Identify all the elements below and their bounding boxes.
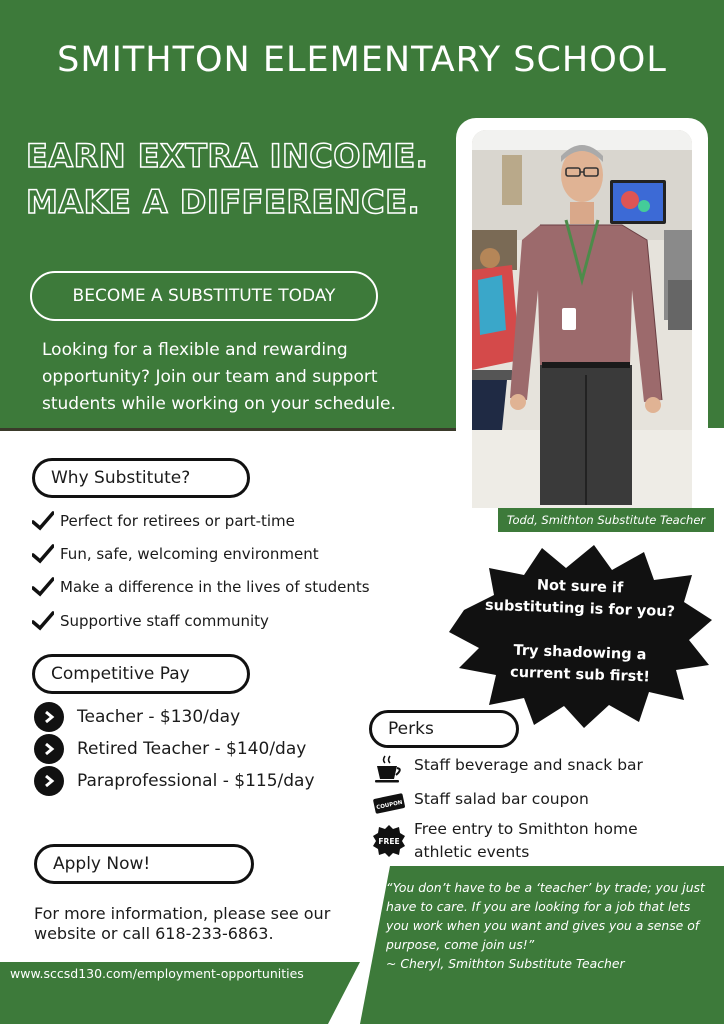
- why-substitute-heading: Why Substitute?: [32, 458, 250, 498]
- checkmark-icon: [32, 611, 54, 631]
- chevron-right-icon: [34, 702, 64, 732]
- list-item: Make a difference in the lives of students: [32, 577, 370, 597]
- checkmark-icon: [32, 544, 54, 564]
- pay-item: Retired Teacher - $140/day: [34, 734, 306, 764]
- apply-now-button[interactable]: Apply Now!: [34, 844, 254, 884]
- testimonial-quote: “You don’t have to be a ‘teacher’ by trade; you just have to care. If you are looking for a job that lets you work when you want and gives you a sense of purpose, come join us!”: [386, 880, 705, 952]
- perk-item: COUPON Staff salad bar coupon: [372, 786, 589, 820]
- callout-line-1: Not sure if: [536, 577, 624, 597]
- coffee-cup-icon: [372, 752, 406, 786]
- chevron-right-icon: [34, 766, 64, 796]
- free-badge-icon: [372, 824, 406, 858]
- teacher-photo: [472, 130, 692, 508]
- photo-caption: Todd, Smithton Substitute Teacher: [498, 508, 714, 532]
- coupon-icon: [372, 786, 406, 820]
- perk-item: FREE Free entry to Smithton home athletic events: [372, 818, 702, 864]
- list-item: Fun, safe, welcoming environment: [32, 544, 319, 564]
- testimonial-author: ~ Cheryl, Smithton Substitute Teacher: [386, 956, 625, 971]
- perks-heading: Perks: [369, 710, 519, 748]
- divider: [0, 428, 456, 431]
- chevron-right-icon: [34, 734, 64, 764]
- headline-line-2: MAKE A DIFFERENCE.: [26, 183, 421, 221]
- info-text: For more information, please see our website or call 618-233-6863.: [34, 904, 331, 943]
- checkmark-icon: [32, 577, 54, 597]
- list-item: Perfect for retirees or part-time: [32, 511, 295, 531]
- callout-burst: [444, 540, 714, 730]
- competitive-pay-heading: Competitive Pay: [32, 654, 250, 694]
- callout-line-4: current sub first!: [509, 664, 651, 686]
- coupon-icon-text: COUPON: [375, 799, 404, 812]
- checkmark-icon: [32, 511, 54, 531]
- headline-line-1: EARN EXTRA INCOME.: [26, 137, 429, 175]
- school-name: SMITHTON ELEMENTARY SCHOOL: [57, 40, 667, 80]
- perk-item: Staff beverage and snack bar: [372, 752, 643, 786]
- become-substitute-button[interactable]: BECOME A SUBSTITUTE TODAY: [30, 271, 378, 321]
- pay-item: Teacher - $130/day: [34, 702, 240, 732]
- intro-text: Looking for a flexible and rewarding opportunity? Join our team and support students while working on your schedule.: [42, 340, 396, 414]
- website-link[interactable]: www.sccsd130.com/employment-opportunities: [10, 966, 304, 981]
- callout-line-2: substituting is for you?: [484, 597, 676, 621]
- pay-item: Paraprofessional - $115/day: [34, 766, 315, 796]
- list-item: Supportive staff community: [32, 611, 269, 631]
- callout-line-3: Try shadowing a: [513, 642, 647, 664]
- free-badge-text: FREE: [378, 837, 400, 846]
- testimonial: [386, 878, 706, 973]
